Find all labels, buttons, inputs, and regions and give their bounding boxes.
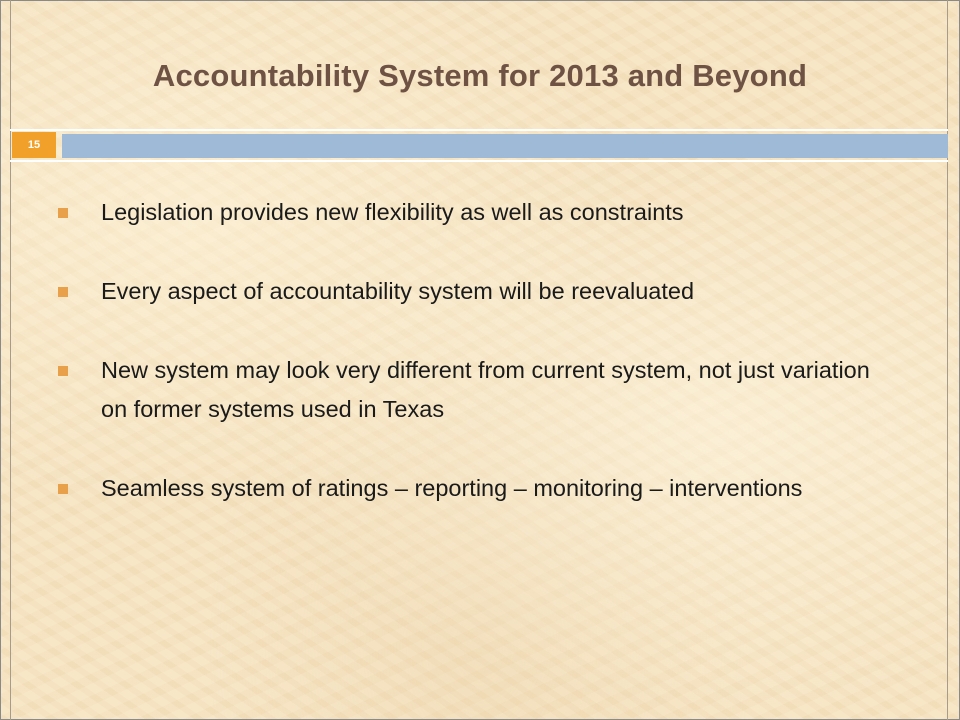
header-accent-bar	[62, 134, 948, 158]
bullet-text: New system may look very different from current system, not just variation on former systems used in Texas	[101, 357, 870, 422]
left-guide-line	[10, 0, 11, 720]
slide-title: Accountability System for 2013 and Beyond	[152, 58, 808, 93]
title-divider	[10, 129, 948, 131]
bullet-item	[58, 469, 960, 508]
right-guide-line	[947, 0, 948, 720]
square-bullet-icon	[58, 484, 68, 494]
square-bullet-icon	[58, 366, 68, 376]
bullet-item	[58, 193, 918, 232]
bullet-item	[58, 272, 801, 311]
slide-number-badge: 15	[12, 132, 56, 158]
bullet-item	[58, 351, 881, 429]
square-bullet-icon	[58, 287, 68, 297]
square-bullet-icon	[58, 208, 68, 218]
bullet-text: Legislation provides new flexibility as well as constraints	[101, 199, 684, 225]
bar-divider	[10, 160, 948, 162]
bullet-text: Every aspect of accountability system will be reevaluated	[101, 278, 695, 304]
bullet-text: Seamless system of ratings – reporting – monitoring – interventions	[101, 475, 803, 501]
bullet-list	[58, 193, 918, 548]
